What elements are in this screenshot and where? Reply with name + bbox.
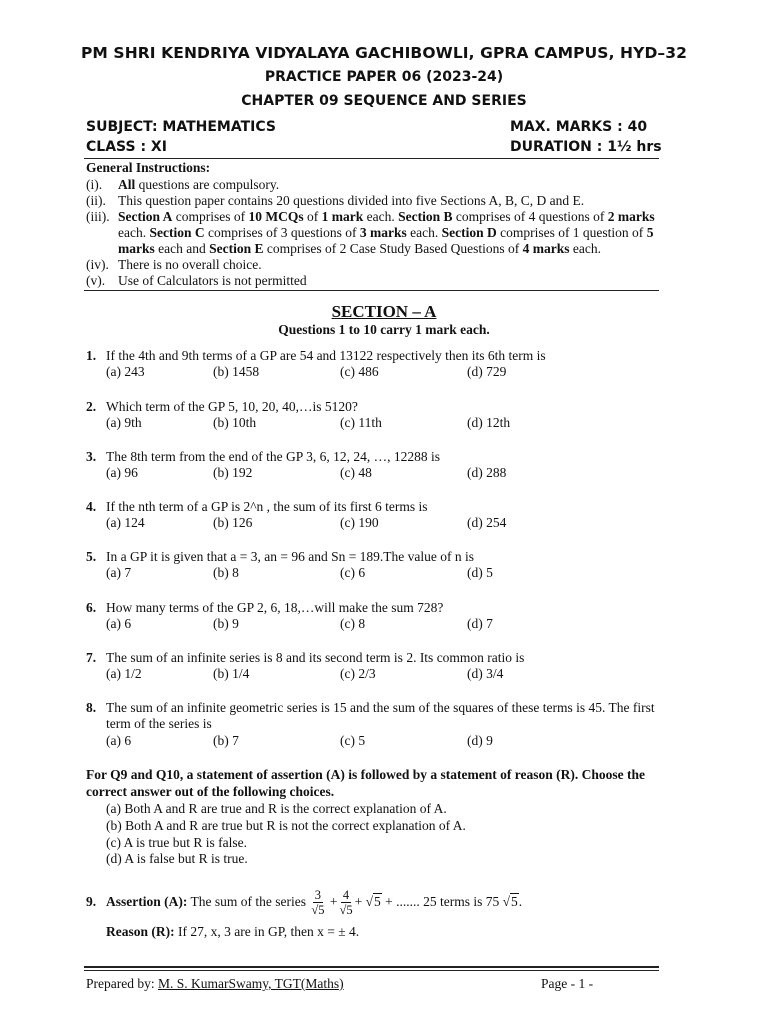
footer-divider-thin [84,970,659,971]
instruction-number: (iii). [86,209,110,224]
option: (a) 124 [106,515,145,530]
option: (b) 8 [213,565,239,580]
question-number: 8. [86,700,97,715]
question-text: In a GP it is given that a = 3, an = 96 and Sn = 189.The value of n is [106,549,475,564]
option: (a) 243 [106,364,145,379]
instruction-item-continued: each. Section C comprises of 3 questions of 3 marks each. Section D comprises of 1 question of 5 [118,225,654,240]
assertion-statement: Assertion (A): The sum of the series $\frac{3}{√5}$ + $\frac{4}{√5}$ + √ 5 + ....... 25 terms is 75 √ 5 . [106,887,523,917]
option: (a) 6 [106,733,132,748]
question-number: 2. [86,399,97,414]
footer-divider-thick [84,966,659,968]
assertion-intro-continued: correct answer out of the following choices. [86,784,335,799]
option: (b) 10th [213,415,257,430]
option: (d) 5 [467,565,493,580]
paper-title: PRACTICE PAPER 06 (2023-24) [264,69,504,85]
question-number: 4. [86,499,97,514]
instruction-number: (ii). [86,193,106,208]
chapter-title: CHAPTER 09 SEQUENCE AND SERIES [241,93,527,109]
option: (c) 8 [340,616,366,631]
instruction-item: Use of Calculators is not permitted [118,273,307,288]
option: (d) 3/4 [467,666,504,681]
class-label: CLASS : XI [86,139,167,155]
question-text: The sum of an infinite series is 8 and its second term is 2. Its common ratio is [106,650,525,665]
option: (d) 288 [467,465,507,480]
header-divider [84,158,659,159]
option: (b) 1458 [213,364,260,379]
question-number: 9. [86,894,97,909]
instruction-number: (iv). [86,257,109,272]
fraction: $\frac{4}{√5}$ [339,887,353,917]
option: (c) 11th [340,415,382,430]
option: (c) 48 [340,465,372,480]
reason-statement: Reason (R): If 27, x, 3 are in GP, then x = ± 4. [106,924,360,939]
option: (b) 9 [213,616,239,631]
instruction-item-continued: marks each and Section E comprises of 2 Case Study Based Questions of 4 marks each. [118,241,601,256]
instruction-item: All questions are compulsory. [118,177,280,192]
question-number: 7. [86,650,97,665]
assertion-choice: (d) A is false but R is true. [106,851,248,866]
instruction-item: This question paper contains 20 questions divided into five Sections A, B, C, D and E. [118,193,585,208]
option: (a) 9th [106,415,142,430]
assertion-choice: (b) Both A and R are true but R is not the correct explanation of A. [106,818,466,833]
instructions-title: General Instructions: [86,160,211,175]
option: (b) 192 [213,465,253,480]
option: (d) 254 [467,515,507,530]
option: (c) 190 [340,515,379,530]
question-text: If the nth term of a GP is 2^n , the sum of its first 6 terms is [106,499,428,514]
section-title: SECTION – A [331,302,437,321]
option: (a) 6 [106,616,132,631]
page-number: Page - 1 - [541,976,594,991]
school-name: PM SHRI KENDRIYA VIDYALAYA GACHIBOWLI, GPRA CAMPUS, HYD–32 [80,44,688,62]
instructions-divider [84,290,659,291]
duration-label: DURATION : 1½ hrs [510,139,662,155]
footer-prepared-by: Prepared by: M. S. KumarSwamy, TGT(Maths) [86,976,344,991]
question-text: If the 4th and 9th terms of a GP are 54 and 13122 respectively then its 6th term is [106,348,546,363]
assertion-choice: (a) Both A and R are true and R is the correct explanation of A. [106,801,447,816]
option: (b) 7 [213,733,239,748]
question-text-continued: term of the series is [106,716,212,731]
section-subtitle: Questions 1 to 10 carry 1 mark each. [278,322,490,337]
assertion-intro: For Q9 and Q10, a statement of assertion (A) is followed by a statement of reason (R). Choose the [86,767,645,782]
instruction-item: Section A comprises of 10 MCQs of 1 mark each. Section B comprises of 4 questions of 2 marks [118,209,655,224]
question-text: Which term of the GP 5, 10, 20, 40,…is 5120? [106,399,358,414]
question-number: 3. [86,449,97,464]
max-marks-label: MAX. MARKS : 40 [510,119,648,135]
instruction-item: There is no overall choice. [118,257,262,272]
assertion-choice: (c) A is true but R is false. [106,835,247,850]
subject-label: SUBJECT: MATHEMATICS [86,119,276,135]
option: (a) 1/2 [106,666,142,681]
option: (d) 9 [467,733,493,748]
option: (a) 7 [106,565,132,580]
option: (b) 126 [213,515,253,530]
instruction-number: (v). [86,273,106,288]
question-number: 6. [86,600,97,615]
question-number: 5. [86,549,97,564]
option: (c) 5 [340,733,366,748]
question-text: The sum of an infinite geometric series is 15 and the sum of the squares of these terms is 45. The first [106,700,655,715]
option: (d) 729 [467,364,507,379]
option: (b) 1/4 [213,666,250,681]
instruction-number: (i). [86,177,103,192]
question-number: 1. [86,348,97,363]
author-name: M. S. KumarSwamy, TGT(Maths) [157,976,344,991]
option: (c) 486 [340,364,379,379]
question-text: The 8th term from the end of the GP 3, 6, 12, 24, …, 12288 is [106,449,440,464]
option: (c) 6 [340,565,366,580]
question-text: How many terms of the GP 2, 6, 18,…will make the sum 728? [106,600,444,615]
option: (c) 2/3 [340,666,376,681]
option: (d) 7 [467,616,493,631]
option: (d) 12th [467,415,511,430]
fraction: $\frac{3}{√5}$ [311,887,325,917]
option: (a) 96 [106,465,138,480]
